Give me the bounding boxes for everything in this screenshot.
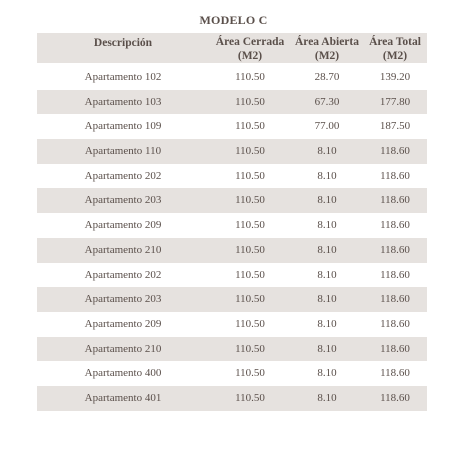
cell-area-abierta: 77.00 (314, 120, 340, 133)
cell-descripcion: Apartamento 210 (84, 342, 162, 355)
header-area-cerrada-label: Área Cerrada (215, 36, 285, 48)
area-table (37, 33, 427, 411)
table-row (37, 238, 427, 263)
cell-area-total: 118.60 (380, 317, 410, 330)
cell-area-cerrada: 110.50 (235, 391, 265, 404)
cell-area-total: 177.80 (379, 95, 411, 108)
cell-area-total: 118.60 (380, 342, 410, 355)
cell-descripcion: Apartamento 102 (84, 71, 162, 83)
cell-area-cerrada: 110.50 (235, 268, 265, 281)
table-row (37, 263, 427, 288)
table-row (37, 65, 427, 90)
cell-area-cerrada: 110.50 (235, 145, 265, 158)
cell-area-abierta: 8.10 (317, 342, 337, 355)
header-area-cerrada (209, 35, 291, 63)
cell-area-abierta: 8.10 (317, 169, 337, 182)
cell-descripcion: Apartamento 203 (84, 293, 162, 306)
table-row (37, 164, 427, 189)
header-area-total (363, 35, 427, 63)
table-row (37, 213, 427, 238)
cell-area-abierta: 67.30 (314, 95, 340, 108)
cell-area-cerrada: 110.50 (235, 293, 265, 306)
cell-area-abierta: 8.10 (317, 391, 337, 404)
cell-area-cerrada: 110.50 (235, 219, 265, 232)
table-row (37, 386, 427, 411)
table-row (37, 287, 427, 312)
cell-area-cerrada: 110.50 (235, 317, 265, 330)
cell-area-cerrada: 110.50 (235, 194, 265, 207)
cell-area-cerrada: 110.50 (235, 120, 265, 133)
header-descripcion-label: Descripción (93, 37, 153, 49)
cell-area-cerrada: 110.50 (235, 95, 265, 108)
table-header (37, 33, 427, 63)
cell-area-total: 118.60 (380, 219, 410, 232)
cell-area-total: 118.60 (380, 293, 410, 306)
cell-area-total: 118.60 (380, 367, 410, 380)
cell-area-abierta: 8.10 (317, 243, 337, 256)
table-row (37, 337, 427, 362)
header-descripcion (37, 36, 209, 50)
cell-area-abierta: 8.10 (317, 145, 337, 158)
cell-area-total: 118.60 (380, 169, 410, 182)
cell-area-abierta: 8.10 (317, 194, 337, 207)
cell-area-total: 118.60 (380, 194, 410, 207)
cell-descripcion: Apartamento 209 (84, 317, 162, 330)
header-area-abierta-label: Área Abierta (295, 36, 359, 48)
cell-descripcion: Apartamento 202 (84, 268, 162, 281)
cell-area-abierta: 8.10 (317, 219, 337, 232)
cell-area-total: 118.60 (380, 268, 410, 281)
cell-descripcion: Apartamento 210 (84, 243, 162, 256)
cell-area-cerrada: 110.50 (235, 367, 265, 380)
page-title: MODELO C (199, 13, 268, 27)
cell-descripcion: Apartamento 401 (84, 391, 162, 404)
cell-descripcion: Apartamento 400 (84, 367, 162, 380)
cell-descripcion: Apartamento 109 (84, 120, 162, 133)
header-area-total-unit: (M2) (382, 50, 408, 62)
table-row (37, 114, 427, 139)
cell-area-cerrada: 110.50 (235, 342, 265, 355)
header-area-total-label: Área Total (369, 36, 421, 48)
cell-area-total: 187.50 (379, 120, 411, 133)
cell-descripcion: Apartamento 103 (84, 95, 162, 108)
table-row (37, 188, 427, 213)
cell-descripcion: Apartamento 203 (84, 194, 162, 207)
header-area-abierta-unit: (M2) (314, 50, 340, 62)
cell-area-total: 118.60 (380, 243, 410, 256)
table-row (37, 139, 427, 164)
cell-area-total: 139.20 (379, 71, 411, 83)
table-body (37, 65, 427, 411)
cell-area-cerrada: 110.50 (235, 71, 265, 83)
cell-descripcion: Apartamento 110 (84, 145, 162, 158)
cell-area-abierta: 8.10 (317, 293, 337, 306)
cell-area-abierta: 8.10 (317, 317, 337, 330)
cell-descripcion: Apartamento 202 (84, 169, 162, 182)
cell-area-total: 118.60 (380, 391, 410, 404)
cell-area-abierta: 28.70 (314, 71, 340, 83)
table-row (37, 312, 427, 337)
cell-area-cerrada: 110.50 (235, 243, 265, 256)
table-row (37, 90, 427, 115)
cell-area-abierta: 8.10 (317, 367, 337, 380)
cell-area-abierta: 8.10 (317, 268, 337, 281)
header-area-abierta (291, 35, 363, 63)
header-area-cerrada-unit: (M2) (237, 50, 263, 62)
cell-area-total: 118.60 (380, 145, 410, 158)
cell-descripcion: Apartamento 209 (84, 219, 162, 232)
table-row (37, 361, 427, 386)
cell-area-cerrada: 110.50 (235, 169, 265, 182)
